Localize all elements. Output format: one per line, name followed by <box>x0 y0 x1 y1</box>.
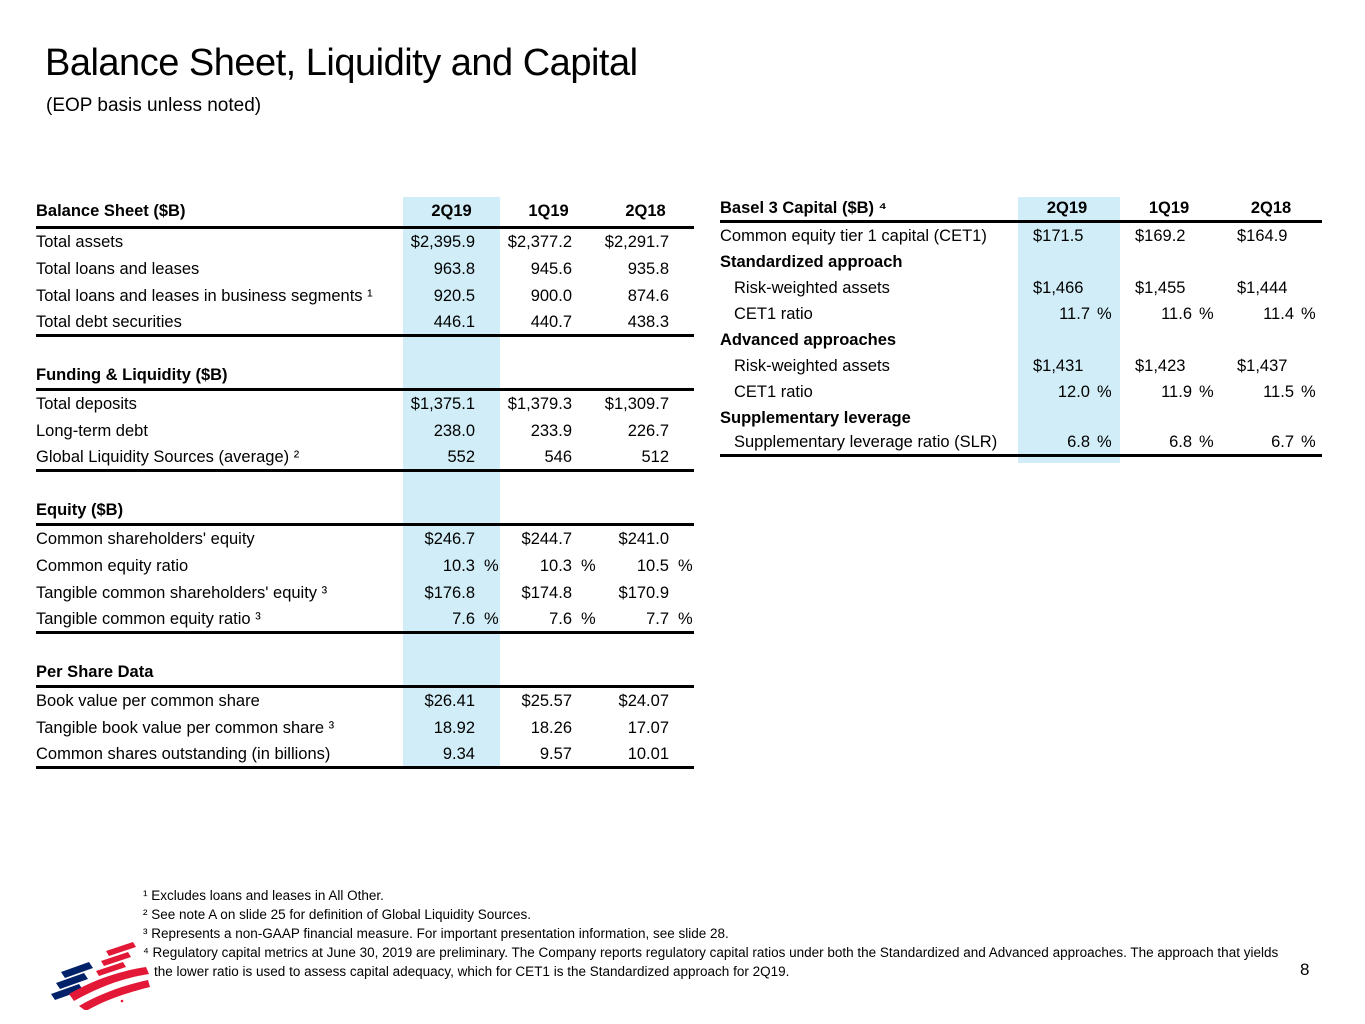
table-row <box>36 688 694 715</box>
cell-group <box>1016 433 1118 452</box>
cell-group <box>597 530 694 549</box>
row-label: Supplementary leverage ratio (SLR) <box>734 433 998 451</box>
cell-unit <box>475 745 500 764</box>
section-header: Funding & Liquidity ($B) <box>36 366 228 384</box>
cell-value: 935.8 <box>627 260 669 278</box>
cell-value: 10.5 <box>636 557 669 575</box>
cell-value: 438.3 <box>627 312 669 331</box>
cell-unit <box>669 448 694 467</box>
cell-group <box>403 719 500 738</box>
cell-value: 6.8 <box>1067 433 1090 451</box>
cell-group <box>1016 227 1118 246</box>
cell-value: 226.7 <box>627 422 669 440</box>
row-label: Total debt securities <box>36 312 182 331</box>
row-label: Common equity ratio <box>36 557 189 575</box>
cell-value: $26.41 <box>424 692 475 710</box>
row-label: CET1 ratio <box>734 304 813 323</box>
cell-group <box>500 692 597 711</box>
cell-group <box>597 233 694 252</box>
cell-group <box>500 719 597 738</box>
cell-value: $25.57 <box>521 692 572 710</box>
cell-unit: % <box>1301 304 1316 323</box>
cell-value: $1,379.3 <box>507 395 572 413</box>
row-label: Common equity tier 1 capital (CET1) <box>720 226 987 245</box>
cell-value: 11.7 <box>1059 304 1090 323</box>
row-label: Total assets <box>36 233 124 251</box>
row-label: Tangible book value per common share ³ <box>36 719 335 737</box>
row-label: CET1 ratio <box>734 382 813 401</box>
table-subheader-row <box>720 327 1322 353</box>
cell-value: 11.5 <box>1263 382 1294 401</box>
cell-value: 11.6 <box>1161 304 1192 323</box>
cell-group <box>1016 357 1118 376</box>
column-header-2q19: 2Q19 <box>431 202 472 220</box>
cell-value: $164.9 <box>1237 226 1288 245</box>
cell-value: 233.9 <box>530 422 572 440</box>
table-row <box>36 283 694 310</box>
cell-group <box>500 745 597 764</box>
cell-group <box>500 610 597 629</box>
cell-unit <box>475 287 500 306</box>
footnote-2: ² See note A on slide 25 for definition of Global Liquidity Sources. <box>143 907 531 922</box>
cell-unit <box>1294 279 1322 298</box>
table-row <box>36 526 694 553</box>
cell-group <box>403 313 500 332</box>
cell-unit <box>572 719 597 738</box>
row-label: Common shares outstanding (in billions) <box>36 744 331 763</box>
cell-value: $244.7 <box>521 530 572 548</box>
cell-group <box>403 395 500 414</box>
cell-group <box>1118 383 1220 402</box>
section-header: Equity ($B) <box>36 501 124 519</box>
cell-unit <box>669 584 694 603</box>
cell-unit <box>572 745 597 764</box>
cell-unit <box>1090 279 1118 298</box>
cell-value: 17.07 <box>627 719 669 737</box>
cell-group <box>403 422 500 441</box>
cell-group <box>597 719 694 738</box>
cell-unit <box>572 692 597 711</box>
cell-value: $1,431 <box>1033 356 1084 375</box>
cell-value: 9.57 <box>539 744 572 763</box>
column-header-2q19: 2Q19 <box>1046 199 1088 217</box>
table-row <box>720 353 1322 379</box>
table-row <box>36 391 694 418</box>
table-row <box>720 223 1322 249</box>
cell-value: 238.0 <box>433 422 475 440</box>
cell-group <box>403 233 500 252</box>
cell-value: 920.5 <box>433 287 475 305</box>
cell-unit: % <box>1097 304 1112 323</box>
row-label: Supplementary leverage <box>720 408 911 427</box>
table-row <box>720 379 1322 405</box>
cell-group <box>500 313 597 332</box>
cell-unit: % <box>581 557 596 575</box>
cell-value: 6.8 <box>1169 433 1192 451</box>
cell-value: 874.6 <box>627 287 669 305</box>
table-row <box>36 742 694 769</box>
footnotes <box>143 886 1278 981</box>
cell-unit <box>572 448 597 467</box>
row-label: Total deposits <box>36 395 137 413</box>
table-row <box>720 431 1322 457</box>
cell-value: 546 <box>544 447 572 466</box>
cell-group <box>1016 383 1118 402</box>
cell-group <box>597 745 694 764</box>
cell-group <box>500 557 597 576</box>
cell-unit: % <box>581 609 596 628</box>
cell-group <box>1118 305 1220 324</box>
cell-group <box>500 233 597 252</box>
cell-value: $2,395.9 <box>410 233 475 251</box>
cell-value: 6.7 <box>1271 433 1294 451</box>
cell-unit <box>475 422 500 441</box>
cell-unit: % <box>1301 382 1316 401</box>
cell-unit <box>1090 357 1118 376</box>
cell-group <box>500 395 597 414</box>
cell-value: $171.5 <box>1033 226 1084 245</box>
table-row <box>36 715 694 742</box>
row-label: Common shareholders' equity <box>36 530 255 548</box>
table-row <box>720 301 1322 327</box>
table-row <box>36 553 694 580</box>
cell-value: 552 <box>447 447 475 466</box>
cell-group <box>597 584 694 603</box>
cell-value: $241.0 <box>618 530 669 548</box>
bank-of-america-logo <box>43 938 155 1010</box>
cell-unit: % <box>1301 433 1316 451</box>
table-row <box>36 229 694 256</box>
cell-unit <box>669 395 694 414</box>
cell-group <box>1220 433 1322 452</box>
cell-unit <box>1192 279 1220 298</box>
page-subtitle: (EOP basis unless noted) <box>46 95 262 116</box>
cell-group <box>403 557 500 576</box>
row-label: Standardized approach <box>720 252 903 271</box>
footnote-3: ³ Represents a non-GAAP financial measure. For important presentation information, see slide 28. <box>143 926 729 941</box>
cell-group <box>1016 279 1118 298</box>
cell-group <box>403 610 500 629</box>
table-subheader-row <box>720 249 1322 275</box>
cell-value: 9.34 <box>442 744 475 763</box>
cell-unit <box>669 530 694 549</box>
cell-unit <box>475 530 500 549</box>
cell-unit <box>475 395 500 414</box>
cell-group <box>403 448 500 467</box>
cell-group <box>597 692 694 711</box>
cell-value: $1,466 <box>1033 278 1084 297</box>
cell-unit <box>475 692 500 711</box>
row-label: Risk-weighted assets <box>734 356 890 375</box>
cell-group <box>500 448 597 467</box>
cell-unit <box>572 422 597 441</box>
cell-value: 10.3 <box>442 557 475 575</box>
table-subheader-row <box>720 405 1322 431</box>
cell-unit <box>572 313 597 332</box>
footnote-4-line-1: ⁴ Regulatory capital metrics at June 30, 2019 are preliminary. The Company reports regulatory capital ratios under both the Standardized and Advanced approaches. The approach that yields <box>143 945 1279 960</box>
cell-unit <box>669 233 694 252</box>
cell-value: $1,437 <box>1237 356 1288 375</box>
table-header-row <box>36 197 694 229</box>
cell-group <box>403 745 500 764</box>
cell-unit <box>669 260 694 279</box>
section-header-row <box>36 363 694 391</box>
cell-value: $176.8 <box>424 584 475 602</box>
cell-value: 11.4 <box>1263 304 1294 323</box>
cell-unit <box>1294 357 1322 376</box>
cell-unit <box>475 448 500 467</box>
table-row <box>36 607 694 634</box>
section-header-row <box>36 498 694 526</box>
section-gap <box>36 634 694 660</box>
row-label: Tangible common equity ratio ³ <box>36 609 261 628</box>
section-header: Basel 3 Capital ($B) ⁴ <box>720 199 887 217</box>
cell-value: 11.9 <box>1161 382 1192 401</box>
cell-unit <box>475 260 500 279</box>
section-header: Per Share Data <box>36 663 154 681</box>
cell-group <box>597 448 694 467</box>
cell-value: $169.2 <box>1135 226 1186 245</box>
table-header-row <box>720 197 1322 223</box>
cell-unit <box>475 313 500 332</box>
section-header-row <box>36 660 694 688</box>
cell-unit <box>1090 227 1118 246</box>
cell-value: 446.1 <box>433 312 475 331</box>
cell-group <box>1118 227 1220 246</box>
table-row <box>36 256 694 283</box>
cell-group <box>403 692 500 711</box>
cell-unit: % <box>678 609 693 628</box>
row-label: Global Liquidity Sources (average) ² <box>36 447 300 466</box>
cell-group <box>597 422 694 441</box>
cell-unit: % <box>1199 433 1214 451</box>
cell-unit <box>572 530 597 549</box>
cell-value: $170.9 <box>618 584 669 602</box>
table-row <box>720 275 1322 301</box>
cell-group <box>1220 383 1322 402</box>
table-row <box>36 310 694 337</box>
cell-unit <box>475 584 500 603</box>
cell-unit <box>1192 357 1220 376</box>
cell-group <box>500 287 597 306</box>
cell-group <box>597 313 694 332</box>
column-header-1q19: 1Q19 <box>528 202 569 220</box>
cell-value: 512 <box>641 447 669 466</box>
cell-unit <box>669 719 694 738</box>
cell-value: 963.8 <box>433 260 475 278</box>
cell-unit: % <box>484 609 499 628</box>
cell-group <box>1220 357 1322 376</box>
cell-group <box>1016 305 1118 324</box>
cell-unit: % <box>1097 382 1112 401</box>
row-label: Tangible common shareholders' equity ³ <box>36 584 328 602</box>
row-label: Total loans and leases <box>36 260 200 278</box>
cell-unit: % <box>1199 304 1214 323</box>
row-label: Advanced approaches <box>720 330 897 349</box>
cell-unit <box>475 719 500 738</box>
cell-unit <box>1192 227 1220 246</box>
cell-group <box>500 530 597 549</box>
cell-group <box>1118 279 1220 298</box>
footnote-1: ¹ Excludes loans and leases in All Other. <box>143 888 384 903</box>
basel3-capital-table <box>720 197 1322 463</box>
cell-value: $1,375.1 <box>410 395 475 413</box>
table-row <box>36 445 694 472</box>
cell-value: $1,444 <box>1237 278 1288 297</box>
cell-value: 10.01 <box>627 744 669 763</box>
cell-unit <box>669 422 694 441</box>
registered-mark <box>121 1000 124 1003</box>
cell-value: $174.8 <box>521 584 572 602</box>
cell-value: $2,377.2 <box>507 233 572 251</box>
cell-group <box>403 260 500 279</box>
cell-value: 18.92 <box>433 719 475 737</box>
cell-unit: % <box>678 557 693 575</box>
cell-value: $24.07 <box>618 692 669 710</box>
cell-group <box>403 584 500 603</box>
section-gap <box>36 472 694 498</box>
cell-group <box>597 260 694 279</box>
cell-group <box>403 287 500 306</box>
cell-group <box>597 557 694 576</box>
page-title: Balance Sheet, Liquidity and Capital <box>45 42 638 84</box>
table-row <box>36 580 694 607</box>
section-header: Balance Sheet ($B) <box>36 202 186 220</box>
cell-unit: % <box>1199 382 1214 401</box>
column-header-1q19: 1Q19 <box>1148 199 1190 217</box>
column-header-2q18: 2Q18 <box>1250 199 1292 217</box>
cell-value: 7.6 <box>452 609 475 628</box>
cell-group <box>1118 357 1220 376</box>
row-label: Risk-weighted assets <box>734 278 890 297</box>
cell-value: $1,455 <box>1135 278 1186 297</box>
cell-value: $246.7 <box>424 530 475 548</box>
cell-unit <box>572 260 597 279</box>
footnote-4-line-2: the lower ratio is used to assess capital adequacy, which for CET1 is the Standardized approach for 2Q19. <box>154 964 790 979</box>
cell-group <box>597 395 694 414</box>
cell-unit <box>475 233 500 252</box>
cell-value: $1,423 <box>1135 356 1186 375</box>
cell-value: 18.26 <box>530 719 572 737</box>
row-label: Book value per common share <box>36 692 260 710</box>
flag-red-swooshes <box>69 967 150 1010</box>
cell-unit <box>669 745 694 764</box>
cell-group <box>1220 305 1322 324</box>
cell-value: 10.3 <box>539 557 572 575</box>
cell-value: 945.6 <box>530 260 572 278</box>
cell-unit <box>669 692 694 711</box>
cell-unit <box>669 287 694 306</box>
cell-value: 440.7 <box>530 312 572 331</box>
cell-group <box>500 422 597 441</box>
cell-value: 7.6 <box>549 609 572 628</box>
cell-group <box>597 610 694 629</box>
cell-unit <box>572 287 597 306</box>
basel3-table-rows <box>720 197 1322 457</box>
cell-group <box>500 584 597 603</box>
column-header-2q18: 2Q18 <box>625 202 666 220</box>
cell-value: 12.0 <box>1057 382 1090 401</box>
section-gap <box>36 337 694 363</box>
cell-unit <box>572 395 597 414</box>
row-label: Total loans and leases in business segments ¹ <box>36 287 373 305</box>
cell-unit <box>572 233 597 252</box>
cell-value: 900.0 <box>530 287 572 305</box>
row-label: Long-term debt <box>36 422 148 440</box>
cell-unit <box>1294 227 1322 246</box>
cell-unit <box>572 584 597 603</box>
cell-value: $1,309.7 <box>604 395 669 413</box>
balance-sheet-table <box>36 197 694 769</box>
cell-group <box>500 260 597 279</box>
cell-group <box>1220 279 1322 298</box>
cell-unit: % <box>1097 433 1112 451</box>
cell-group <box>597 287 694 306</box>
page-number: 8 <box>1300 960 1310 979</box>
balance-sheet-table-rows <box>36 197 694 769</box>
table-row <box>36 418 694 445</box>
cell-value: 7.7 <box>646 609 669 628</box>
cell-group <box>403 530 500 549</box>
cell-group <box>1220 227 1322 246</box>
cell-group <box>1118 433 1220 452</box>
cell-value: $2,291.7 <box>604 233 669 251</box>
cell-unit <box>669 313 694 332</box>
cell-unit: % <box>484 557 499 575</box>
